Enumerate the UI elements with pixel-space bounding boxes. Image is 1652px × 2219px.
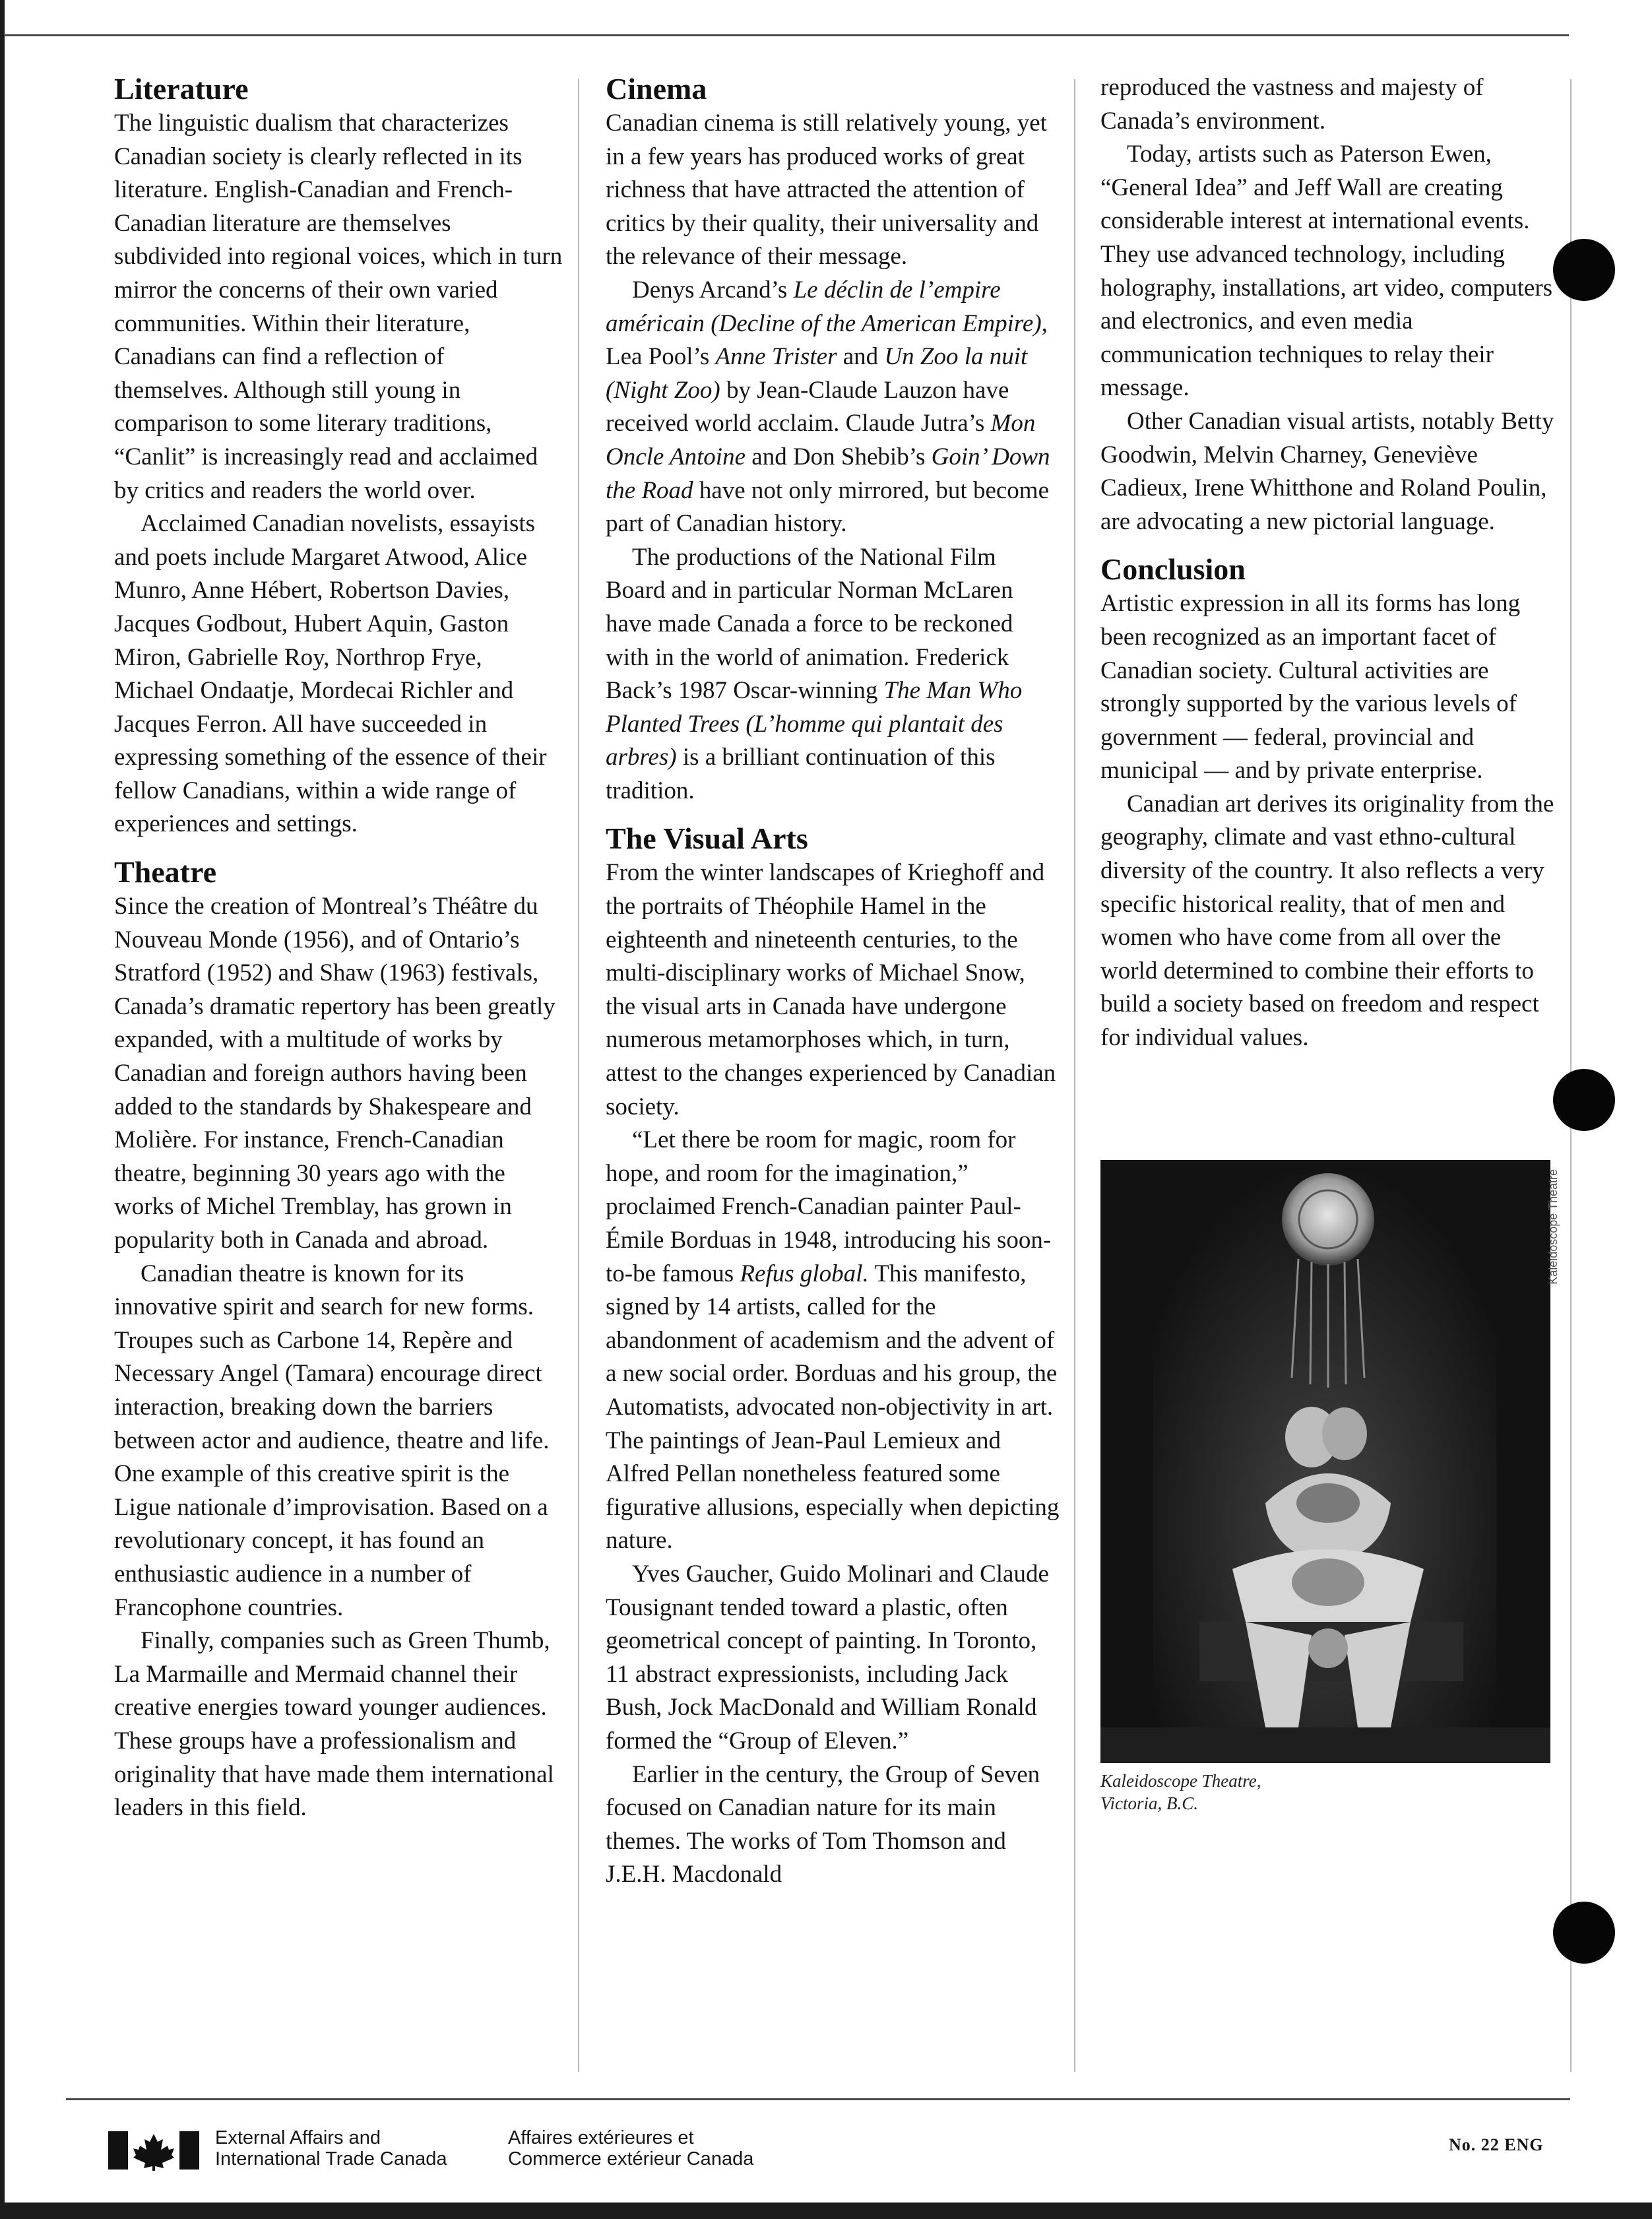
visual-arts-paragraph: Other Canadian visual artists, notably Betty Goodwin, Melvin Charney, Geneviève Cadieux, Irene Whitthone and Roland Poulin, are advocating a new pictorial language. — [1100, 407, 1554, 535]
theatre-paragraph: Since the creation of Montreal’s Théâtre du Nouveau Monde (1956), and of Ontario’s Stratford (1952) and Shaw (1963) festivals, Canada’s dramatic repertory has been greatly expanded, with a multitude of works by Canadian and foreign authors having been added to the standards by Shakespeare and Molière. For instance, French-Canadian theatre, beginning 30 years ago with the works of Michel Tremblay, has grown in popularity both in Canada and abroad. — [114, 893, 556, 1254]
canada-flag-logo — [108, 2130, 201, 2174]
footer-department-english: External Affairs and International Trade Canada — [215, 2127, 447, 2170]
footer-department-french: Affaires extérieures et Commerce extérieur Canada — [508, 2127, 754, 2170]
literature-paragraph: The linguistic dualism that characterizes Canadian society is clearly reflected in its literature. English-Canadian and French-Canadian literature are themselves subdivided into regional voices, which in turn mirror the concerns of their own varied communities. Within their literature, Canadians can find a reflection of themselves. Although still young in comparison to some literary traditions, “Canlit” is increasingly read and acclaimed by critics and readers the world over. — [114, 110, 563, 504]
bottom-rule — [66, 2098, 1570, 2100]
visual-arts-paragraph: Today, artists such as Paterson Ewen, “General Idea” and Jeff Wall are creating considerable interest at international events. They use advanced technology, including holography, installations, art video, computers and electronics, and even media communication techniques to relay their message. — [1100, 141, 1553, 402]
conclusion-paragraph: Canadian art derives its originality from the geography, climate and vast ethno-cultural diversity of the country. It also reflects a very specific historical reality, that of men and women who have come from all over the world determined to combine their efforts to build a society based on freedom and respect for individual values. — [1100, 790, 1554, 1052]
cinema-paragraph: The productions of the National Film Board and in particular Norman McLaren have made Canada a force to be reckoned with in the world of animation. Frederick Back’s 1987 Oscar-winning The Man Who Planted Trees (L’homme qui plantait des arbres) is a brilliant continuation of this tradition. — [606, 543, 1023, 804]
visual-arts-paragraph: Yves Gaucher, Guido Molinari and Claude Tousignant tended toward a plastic, often geometrical concept of painting. In Toronto, 11 abstract expressionists, including Jack Bush, Jock MacDonald and William Ronald formed the “Group of Eleven.” — [606, 1560, 1049, 1754]
scan-edge — [0, 0, 5, 2219]
theatre-heading: Theatre — [114, 855, 217, 889]
scan-edge — [0, 2203, 1652, 2219]
photo-credit: Kaleidoscope Theatre — [1546, 1169, 1560, 1285]
conclusion-paragraph: Artistic expression in all its forms has long been recognized as an important facet of Canadian society. Cultural activities are strongly supported by the various levels of government — federal, provincial and municipal — and by private enterprise. — [1100, 590, 1521, 785]
column-divider — [1074, 79, 1075, 2072]
theatre-paragraph: Finally, companies such as Green Thumb, La Marmaille and Mermaid channel their creative energies toward younger audiences. These groups have a professionalism and originality that have made them international leaders in this field. — [114, 1627, 554, 1822]
column-divider — [578, 79, 579, 2072]
cinema-heading: Cinema — [606, 72, 707, 106]
column-middle — [606, 71, 1061, 1892]
literature-paragraph: Acclaimed Canadian novelists, essayists and poets include Margaret Atwood, Alice Munro, Anne Hébert, Robertson Davies, Jacques Godbout, Hubert Aquin, Gaston Miron, Gabrielle Roy, Northrop Frye, Michael Ondaatje, Mordecai Richler and Jacques Ferron. All have succeeded in expressing something of the essence of their fellow Canadians, within a wide range of experiences and settings. — [114, 510, 547, 838]
punch-hole — [1553, 1069, 1615, 1131]
theatre-paragraph: Canadian theatre is known for its innovative spirit and search for new forms. Troupes such as Carbone 14, Repère and Necessary Angel (Tamara) encourage direct interaction, breaking down the barriers between actor and audience, theatre and life. One example of this creative spirit is the Ligue nationale d’improvisation. Based on a revolutionary concept, it has found an enthusiastic audience in a number of Francophone countries. — [114, 1260, 550, 1621]
visual-arts-heading: The Visual Arts — [606, 821, 808, 856]
visual-arts-paragraph: “Let there be room for magic, room for hope, and room for the imagination,” proclaimed French-Canadian painter Paul-Émile Borduas in 1948, introducing his soon-to-be famous Refus global. This manifesto, signed by 14 artists, called for the abandonment of academism and the advent of a new social order. Borduas and his group, the Automatists, advocated non-objectivity in art. The paintings of Jean-Paul Lemieux and Alfred Pellan nonetheless featured some figurative allusions, especially when depicting nature. — [606, 1126, 1060, 1555]
column-left — [114, 71, 563, 1825]
visual-arts-paragraph: Earlier in the century, the Group of Seven focused on Canadian nature for its main themes. The works of Tom Thomson and J.E.H. Macdonald — [606, 1760, 1040, 1888]
top-rule — [4, 34, 1569, 36]
theatre-photo — [1100, 1160, 1550, 1763]
photo-caption: Kaleidoscope Theatre, Victoria, B.C. — [1100, 1771, 1261, 1813]
conclusion-heading: Conclusion — [1100, 552, 1246, 587]
column-right — [1100, 71, 1556, 1055]
literature-heading: Literature — [114, 72, 249, 106]
document-number: No. 22 ENG — [1449, 2135, 1544, 2154]
cinema-paragraph: Canadian cinema is still relatively young, yet in a few years has produced works of great richness that have attracted the attention of critics by their quality, their universality and the relevance of their message. — [606, 110, 1047, 271]
visual-arts-paragraph-continued: reproduced the vastness and majesty of Canada’s environment. — [1100, 74, 1484, 135]
cinema-paragraph: Denys Arcand’s Le déclin de l’empire américain (Decline of the American Empire), Lea Pool’s Anne Trister and Un Zoo la nuit (Night Zoo) by Jean-Claude Lauzon have received world acclaim. Claude Jutra’s Mon Oncle Antoine and Don Shebib’s Goin’ Down the Road have not only mirrored, but become part of Canadian history. — [606, 276, 1050, 538]
visual-arts-paragraph: From the winter landscapes of Krieghoff and the portraits of Théophile Hamel in the eighteenth and nineteenth centuries, to the multi-disciplinary works of Michael Snow, the visual arts in Canada have undergone numerous metamorphoses which, in turn, attest to the changes experienced by Canadian society. — [606, 859, 1056, 1120]
punch-hole — [1553, 1902, 1615, 1964]
punch-hole — [1553, 239, 1615, 301]
